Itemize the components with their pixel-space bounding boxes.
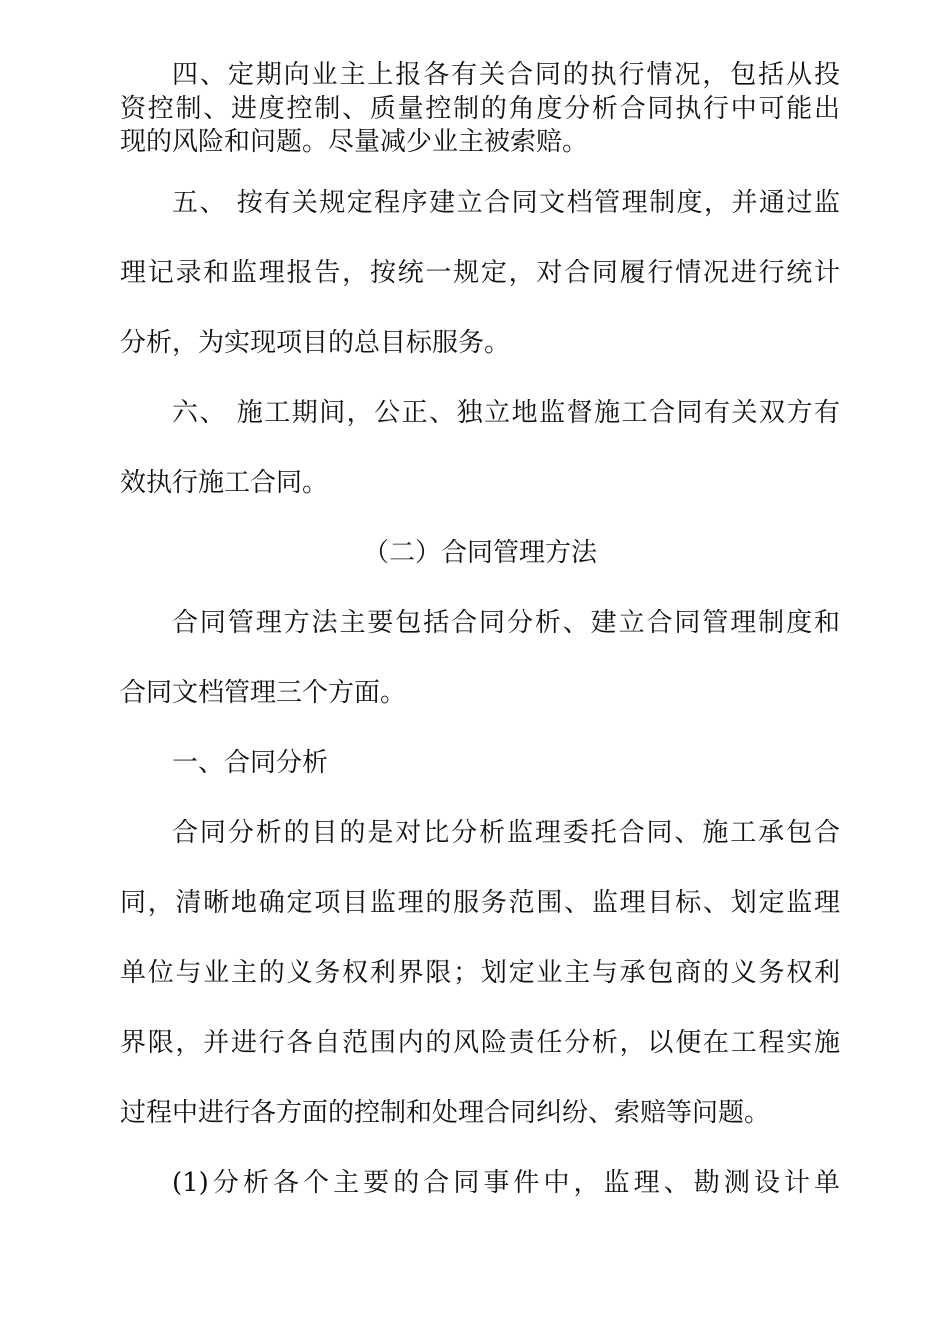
analysis-line-3: 单位与业主的义务权利界限；划定业主与承包商的义务权利 [120, 958, 840, 988]
section-heading: （二）合同管理方法 [362, 538, 597, 568]
subheading-contract-analysis: 一、合同分析 [172, 748, 329, 778]
intro-line-2: 合同文档管理三个方面。 [120, 678, 407, 708]
paragraph-4-line-1: 四、定期向业主上报各有关合同的执行情况，包括从投 [172, 60, 840, 90]
analysis-line-1: 合同分析的目的是对比分析监理委托合同、施工承包合 [172, 818, 840, 848]
item-1-line-1: (1)分析各个主要的合同事件中，监理、勘测设计单 [172, 1168, 840, 1198]
paragraph-4-line-2: 资控制、进度控制、质量控制的角度分析合同执行中可能出 [120, 94, 840, 124]
analysis-line-2: 同，清晰地确定项目监理的服务范围、监理目标、划定监理 [120, 888, 840, 918]
paragraph-5-line-3: 分析，为实现项目的总目标服务。 [120, 328, 511, 358]
intro-line-1: 合同管理方法主要包括合同分析、建立合同管理制度和 [172, 608, 840, 638]
paragraph-6-line-1: 六、 施工期间，公正、独立地监督施工合同有关双方有 [172, 398, 840, 428]
analysis-line-5: 过程中进行各方面的控制和处理合同纠纷、索赔等问题。 [120, 1098, 771, 1128]
paragraph-5-line-1: 五、 按有关规定程序建立合同文档管理制度，并通过监 [172, 188, 840, 218]
paragraph-5-line-2: 理记录和监理报告，按统一规定，对合同履行情况进行统计 [120, 258, 840, 288]
paragraph-4-line-3: 现的风险和问题。尽量减少业主被索赔。 [120, 127, 589, 157]
paragraph-6-line-2: 效执行施工合同。 [120, 468, 329, 498]
analysis-line-4: 界限，并进行各自范围内的风险责任分析，以便在工程实施 [120, 1028, 840, 1058]
